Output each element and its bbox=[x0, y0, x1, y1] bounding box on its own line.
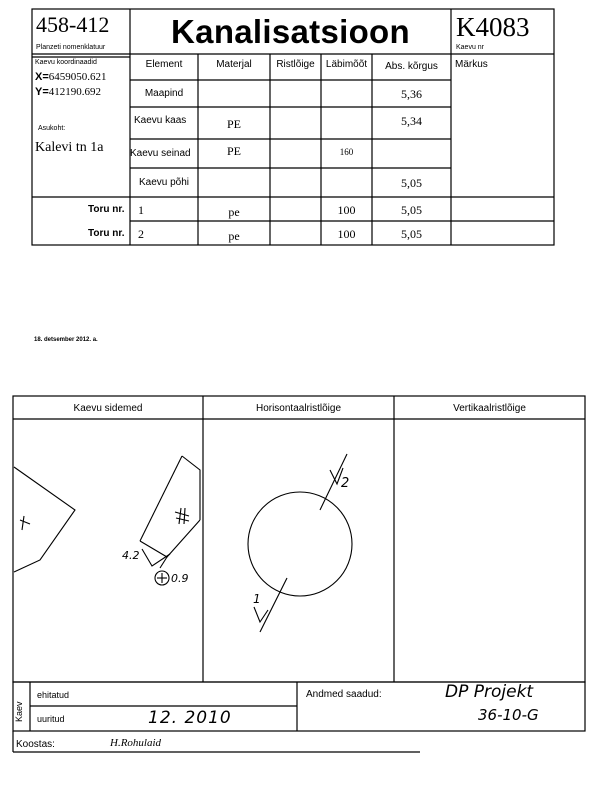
well-number-label: Kaevu nr bbox=[456, 44, 485, 51]
surveyed-label: uuritud bbox=[37, 714, 65, 724]
pipe-label: Toru nr. bbox=[88, 204, 125, 215]
coordinate-y bbox=[35, 86, 101, 98]
col-horizontal-section: Horisontaalristlõige bbox=[255, 403, 342, 414]
row-abs-height: 5,34 bbox=[401, 114, 422, 128]
coordinates-label: Kaevu koordinaadid bbox=[35, 59, 97, 66]
row-element: Kaevu kaas bbox=[134, 115, 187, 126]
col-vertical-section: Vertikaalristlõige bbox=[453, 403, 526, 414]
coordinate-x-label: X= bbox=[35, 71, 49, 83]
row-abs-height: 5,05 bbox=[401, 176, 422, 190]
pipe-material: pe bbox=[228, 229, 240, 243]
built-label: ehitatud bbox=[37, 690, 70, 700]
coordinate-x-value: 6459050.621 bbox=[48, 71, 107, 83]
col-abs-height: Abs. kõrgus bbox=[385, 61, 438, 72]
author-value: H.Rohulaid bbox=[110, 737, 162, 749]
data-source-value-line1: DP Projekt bbox=[445, 682, 534, 702]
pipe-number: 1 bbox=[138, 203, 144, 217]
sketch-horizontal-section bbox=[248, 454, 352, 632]
col-well-connections: Kaevu sidemed bbox=[73, 403, 143, 414]
sketch-label-depth: 4.2 bbox=[122, 549, 140, 562]
location-value: Kalevi tn 1a bbox=[35, 140, 104, 155]
pipe-number: 2 bbox=[138, 227, 144, 241]
col-element: Element bbox=[145, 59, 183, 70]
row-element: Maapind bbox=[144, 88, 184, 99]
pipe-abs-height: 5,05 bbox=[401, 227, 422, 241]
data-source-label: Andmed saadud: bbox=[306, 689, 382, 700]
pipe-diameter: 100 bbox=[337, 227, 356, 241]
data-source-value-line2: 36-10-G bbox=[478, 706, 539, 724]
row-element: Kaevu seinad bbox=[130, 148, 191, 159]
page-title: Kanalisatsioon bbox=[171, 13, 410, 50]
document-date: 18. detsember 2012. a. bbox=[34, 337, 98, 343]
surveyed-value: 12. 2010 bbox=[148, 708, 232, 728]
row-material: PE bbox=[226, 144, 241, 158]
sketch-label-pipe-2: 2 bbox=[341, 476, 350, 491]
pipe-abs-height: 5,05 bbox=[401, 203, 422, 217]
row-diameter: 160 bbox=[339, 147, 354, 157]
pipe-material: pe bbox=[228, 205, 240, 219]
author-label: Koostas: bbox=[16, 739, 55, 750]
row-material: PE bbox=[226, 117, 241, 131]
coordinate-y-label: Y= bbox=[35, 86, 49, 98]
pipe-label: Toru nr. bbox=[88, 228, 125, 239]
coordinate-y-value: 412190.692 bbox=[48, 86, 102, 98]
sketch-label-pipe-1: 1 bbox=[253, 592, 261, 606]
col-diameter: Läbimõõt bbox=[325, 59, 368, 70]
coordinate-x bbox=[35, 71, 107, 83]
col-cross-section: Ristlõige bbox=[276, 59, 315, 70]
row-abs-height: 5,36 bbox=[401, 87, 422, 101]
nomenclature-value: 458-412 bbox=[36, 12, 110, 37]
col-remarks: Märkus bbox=[455, 59, 488, 70]
nomenclature-label: Planzeti nomenklatuur bbox=[36, 44, 106, 51]
location-label: Asukoht: bbox=[38, 125, 66, 132]
sketch-connections bbox=[14, 456, 200, 585]
pipe-diameter: 100 bbox=[337, 203, 356, 217]
well-label: Kaev bbox=[14, 701, 24, 722]
well-number-value: K4083 bbox=[456, 12, 530, 42]
sketch-label-offset: 0.9 bbox=[171, 572, 189, 585]
row-element: Kaevu põhi bbox=[138, 177, 190, 188]
col-material: Materjal bbox=[216, 59, 252, 70]
